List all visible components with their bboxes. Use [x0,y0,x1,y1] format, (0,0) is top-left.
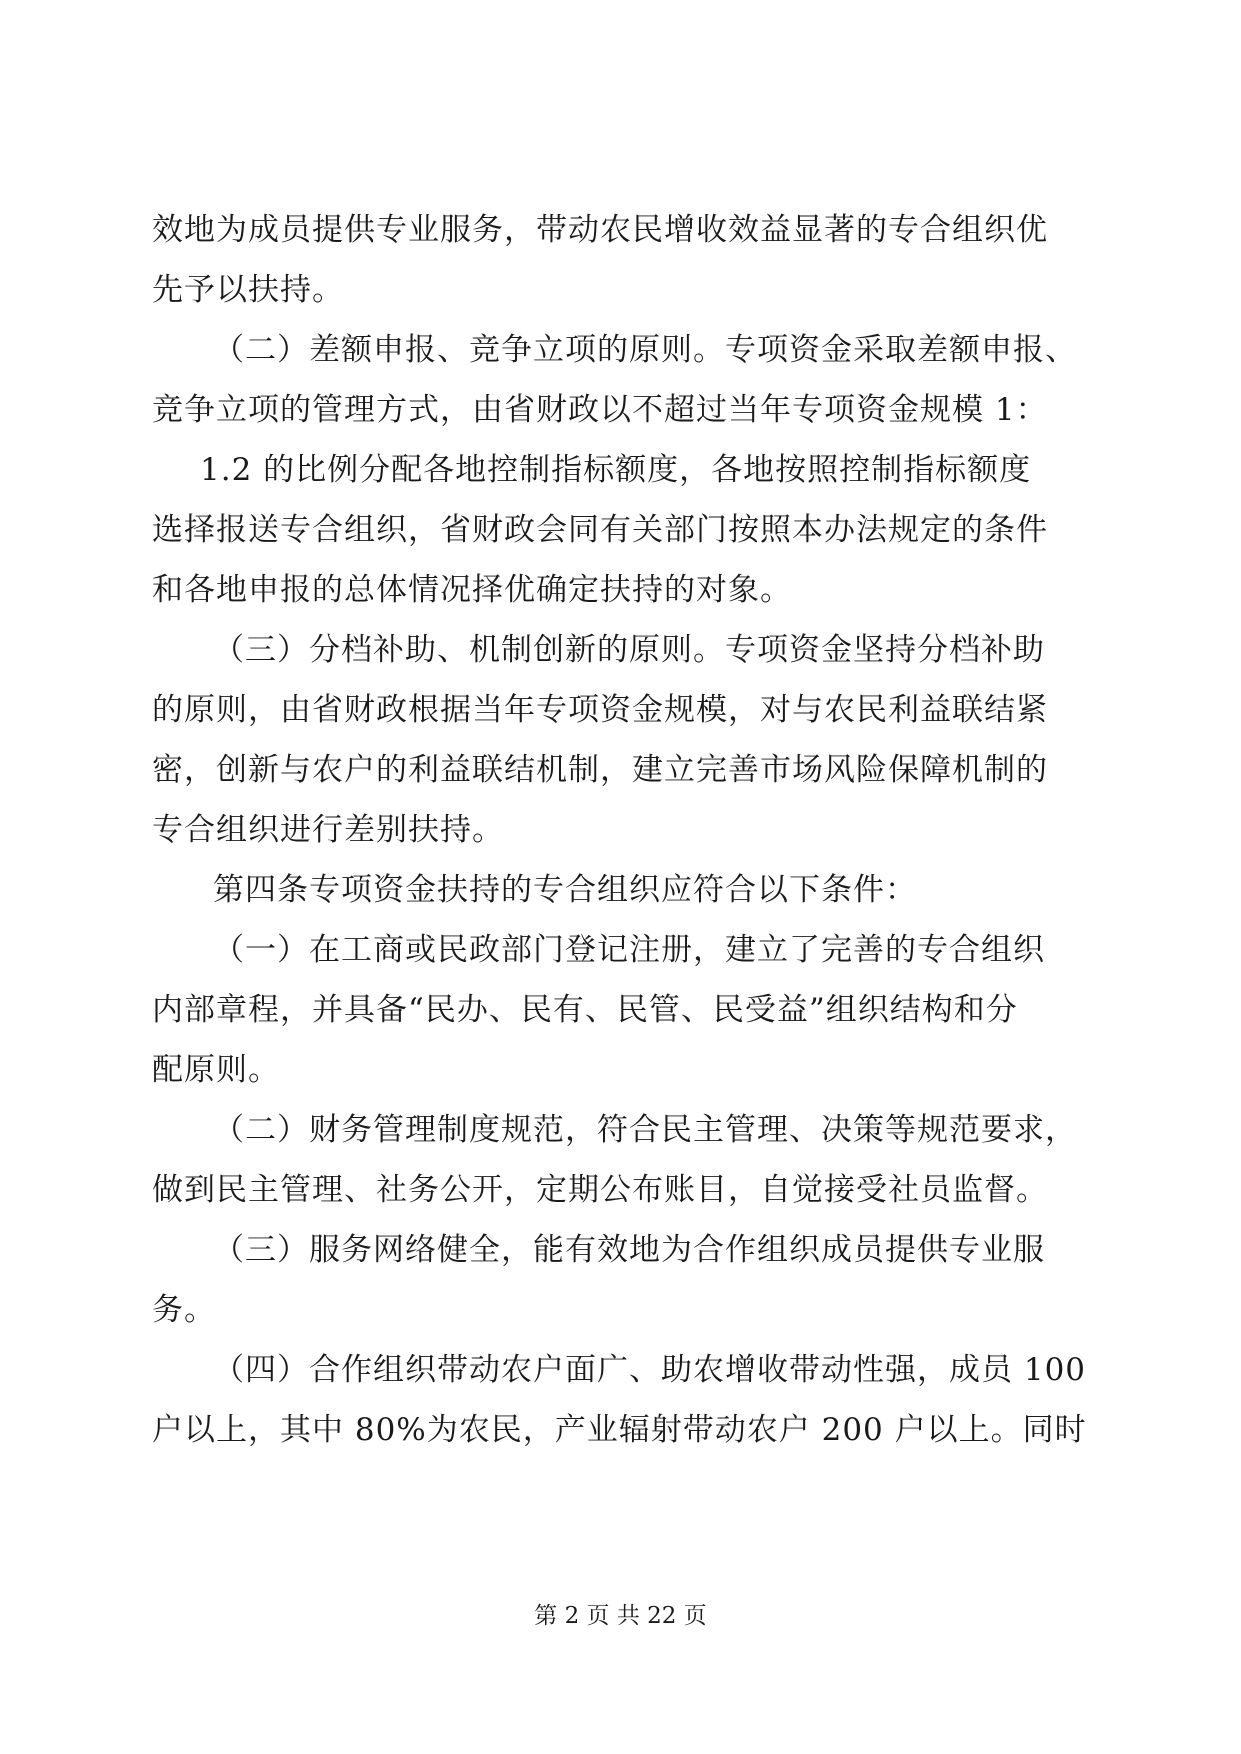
text-line-content: 选择报送专合组织，省财政会同有关部门按照本办法规定的条件 [152,512,1048,548]
text-line-content: 1.2 的比例分配各地控制指标额度，各地按照控制指标额度 [200,452,1032,488]
text-line-content: （一）在工商或民政部门登记注册，建立了完善的专合组织 [213,932,1045,968]
text-line [0,1160,1241,1220]
text-line [0,920,1241,980]
text-line [0,320,1241,380]
text-line-content: 第四条专项资金扶持的专合组织应符合以下条件： [213,872,917,908]
text-line [0,260,1241,320]
text-line-content: 配原则。 [152,1052,280,1088]
text-line-content: 做到民主管理、社务公开，定期公布账目，自觉接受社员监督。 [152,1172,1048,1208]
text-line [0,1280,1241,1340]
text-line-content: 先予以扶持。 [152,272,344,308]
text-line-content: （四）合作组织带动农户面广、助农增收带动性强，成员 100 [213,1352,1087,1388]
text-line-content: （二）财务管理制度规范，符合民主管理、决策等规范要求， [213,1112,1077,1148]
text-line [0,860,1241,920]
text-line [0,680,1241,740]
text-line [0,1220,1241,1280]
text-line [0,440,1241,500]
text-line-content: （三）分档补助、机制创新的原则。专项资金坚持分档补助 [213,632,1045,668]
text-line-content: 和各地申报的总体情况择优确定扶持的对象。 [152,572,792,608]
text-line-content: （二）差额申报、竞争立项的原则。专项资金采取差额申报、 [213,332,1077,368]
page-number-footer: 第 2 页 共 22 页 [534,1603,707,1629]
text-line-content: 专合组织进行差别扶持。 [152,812,504,848]
text-line-content: 户以上，其中 80%为农民，产业辐射带动农户 200 户以上。同时 [152,1412,1087,1448]
text-line-content: （三）服务网络健全，能有效地为合作组织成员提供专业服 [213,1232,1045,1268]
text-line-content: 密，创新与农户的利益联结机制，建立完善市场风险保障机制的 [152,752,1048,788]
text-line-content: 的原则，由省财政根据当年专项资金规模，对与农民利益联结紧 [152,692,1048,728]
text-line-content: 效地为成员提供专业服务，带动农民增收效益显著的专合组织优 [152,212,1048,248]
text-line-content: 务。 [152,1292,216,1328]
text-line [0,740,1241,800]
text-line-content: 内部章程，并具备“民办、民有、民管、民受益”组织结构和分 [152,992,1018,1028]
text-line [0,500,1241,560]
text-line [0,200,1241,260]
text-line [0,380,1241,440]
text-line [0,560,1241,620]
text-line [0,620,1241,680]
text-line [0,1040,1241,1100]
text-line [0,1400,1241,1460]
text-line [0,800,1241,860]
text-line-content: 竞争立项的管理方式，由省财政以不超过当年专项资金规模 1： [152,392,1048,428]
text-line [0,1100,1241,1160]
text-line [0,1340,1241,1400]
text-line [0,980,1241,1040]
